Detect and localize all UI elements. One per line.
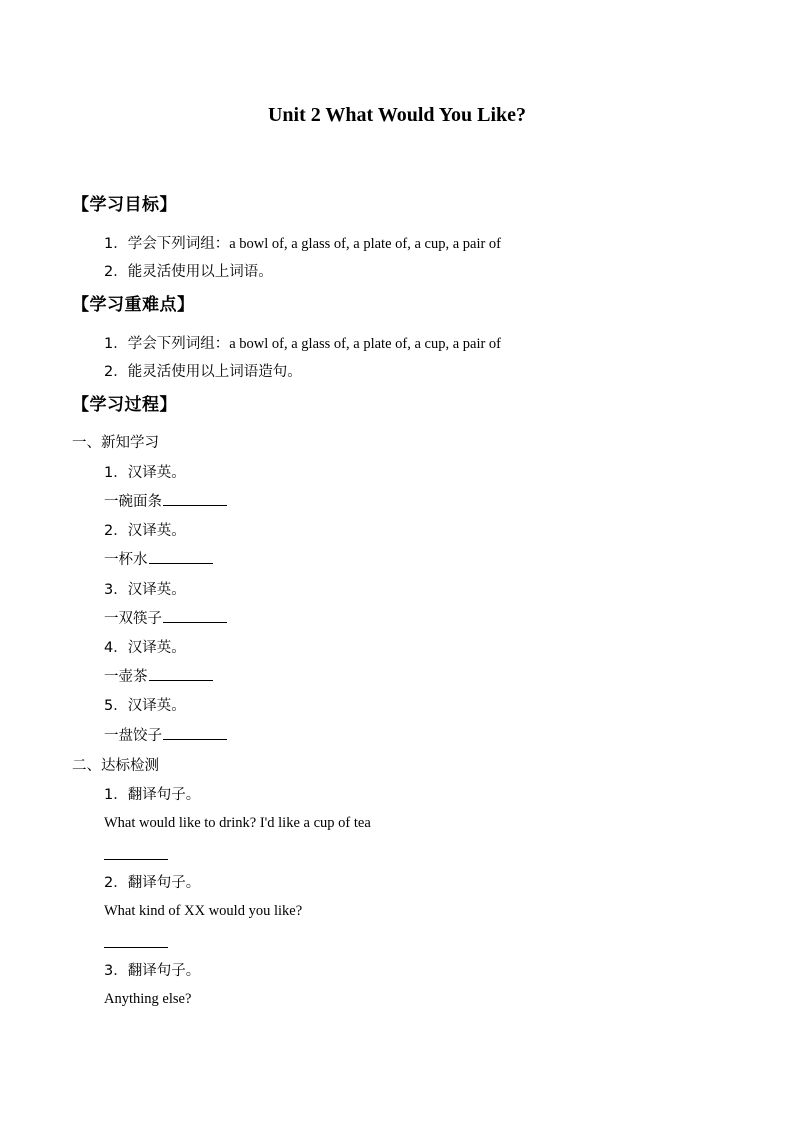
instruction-text: 翻译句子。	[127, 963, 201, 979]
item-text-cn: 能灵活使用以上词语。	[127, 264, 273, 280]
exercise-prompt	[104, 490, 227, 511]
answer-blank[interactable]	[163, 727, 227, 740]
item-number: 3．	[104, 582, 128, 598]
process-heading: 【学习过程】	[72, 395, 177, 415]
instruction-text: 汉译英。	[127, 640, 186, 656]
answer-blank[interactable]	[149, 668, 213, 681]
item-number: 2．	[104, 264, 128, 280]
instruction-text: 翻译句子。	[127, 787, 201, 803]
item-text-cn: 能灵活使用以上词语造句。	[127, 364, 302, 380]
instruction-text: 翻译句子。	[127, 875, 201, 891]
item-text-en: a bowl of, a glass of, a plate of, a cup, a pair of	[229, 336, 502, 352]
answer-blank[interactable]	[163, 493, 227, 506]
item-number: 1．	[104, 336, 128, 352]
instruction-text: 汉译英。	[127, 582, 186, 598]
section-label: 二、达标检测	[72, 758, 159, 774]
prompt-text: 一盘饺子	[104, 728, 162, 744]
instruction-text: 汉译英。	[127, 523, 186, 539]
item-number: 1．	[104, 787, 128, 803]
objectives-heading: 【学习目标】	[72, 195, 177, 215]
prompt-text: 一碗面条	[104, 494, 162, 510]
answer-blank[interactable]	[149, 551, 213, 564]
item-number: 3．	[104, 963, 128, 979]
sentence-text: Anything else?	[104, 991, 192, 1007]
prompt-text: 一双筷子	[104, 611, 162, 627]
prompt-text: 一壶茶	[104, 669, 148, 685]
objective-item	[104, 260, 273, 281]
exercise-prompt	[104, 724, 227, 745]
item-number: 2．	[104, 364, 128, 380]
key-point-item	[104, 360, 302, 381]
item-number: 1．	[104, 236, 128, 252]
item-number: 2．	[104, 875, 128, 891]
item-text-en: a bowl of, a glass of, a plate of, a cup, a pair of	[229, 236, 502, 252]
key-points-heading: 【学习重难点】	[72, 295, 195, 315]
exercise-instruction	[104, 636, 186, 657]
instruction-text: 汉译英。	[127, 698, 186, 714]
prompt-text: 一杯水	[104, 552, 148, 568]
exercise-instruction	[104, 871, 200, 892]
sentence-text: What would like to drink? I'd like a cup of tea	[104, 815, 371, 831]
exercise-prompt	[104, 665, 213, 686]
exercise-instruction	[104, 461, 186, 482]
item-number: 2．	[104, 523, 128, 539]
answer-blank[interactable]	[163, 610, 227, 623]
objective-item	[104, 232, 501, 253]
instruction-text: 汉译英。	[127, 465, 186, 481]
exercise-prompt	[104, 607, 227, 628]
item-number: 5．	[104, 698, 128, 714]
answer-blank[interactable]	[104, 858, 168, 860]
exercise-instruction	[104, 959, 200, 980]
exercise-instruction	[104, 519, 186, 540]
key-point-item	[104, 332, 501, 353]
sentence-text: What kind of XX would you like?	[104, 903, 303, 919]
exercise-prompt	[104, 548, 213, 569]
item-text-cn: 学会下列词组：	[127, 236, 230, 252]
page-title: Unit 2 What Would You Like?	[267, 104, 527, 126]
item-text-cn: 学会下列词组：	[127, 336, 230, 352]
exercise-instruction	[104, 694, 186, 715]
section-label: 一、新知学习	[72, 435, 159, 451]
answer-blank[interactable]	[104, 946, 168, 948]
item-number: 4．	[104, 640, 128, 656]
exercise-instruction	[104, 578, 186, 599]
item-number: 1．	[104, 465, 128, 481]
exercise-instruction	[104, 783, 200, 804]
